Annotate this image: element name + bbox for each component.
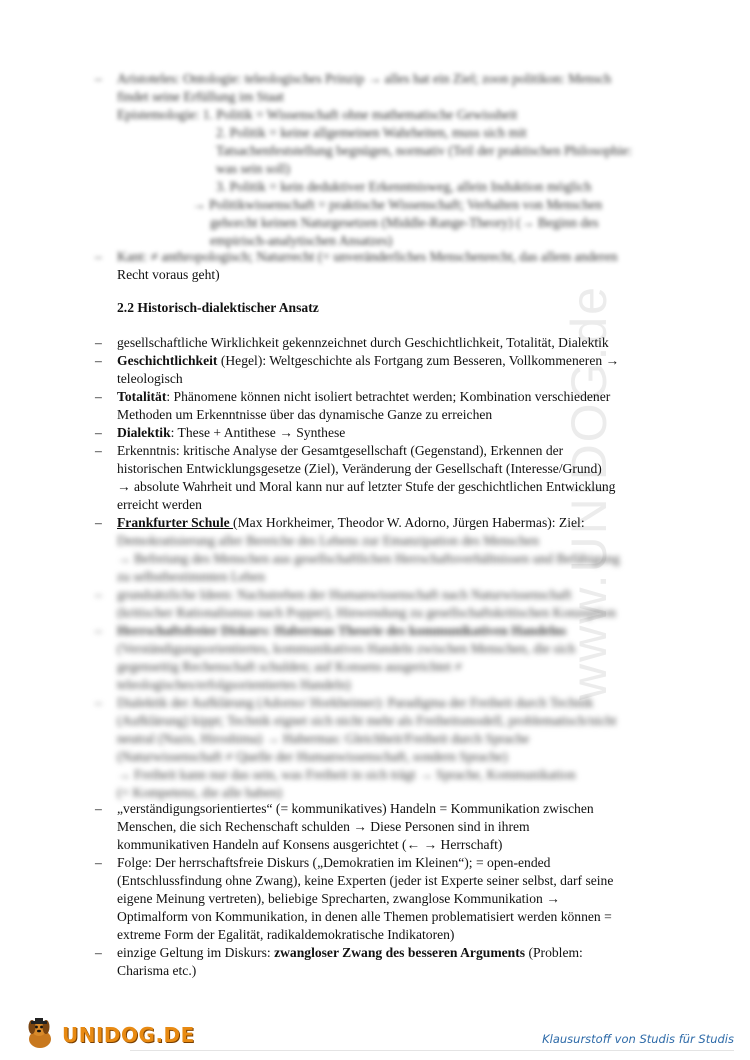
bullet-dash: – [95,515,102,530]
bullet-dash: – [95,71,102,86]
blurred-line: gehorcht keinen Naturgesetzen (Middle-Range-Theory) (→ Beginn des [210,215,599,230]
blurred-line: neutral (Nazis, Hiroshima) → Habermas: Gleichheit/Freiheit durch Sprache [117,731,530,746]
bullet-dash: – [95,587,102,602]
text-line [117,388,610,406]
text-line: historischen Entwicklungsgesetze (Ziel), Veränderung der Gesellschaft (Interesse/Grund) [117,461,602,476]
watermark: www.UNIDOG.de [561,285,617,700]
text-line [117,424,345,442]
logo-text: UNIDOG.DE [62,1023,195,1047]
text-line: gesellschaftliche Wirklichkeit gekennzeichnet durch Geschichtlichkeit, Totalität, Dialektik [117,335,609,350]
term-bold: Dialektik [117,425,171,440]
text-line [117,944,583,962]
bullet-dash: – [95,623,102,638]
blurred-line: Dialektik der Aufklärung (Adorno/ Horkheimer): Paradigma der Freiheit durch Technik [117,695,594,710]
text-line [117,352,619,370]
text-line: erreicht werden [117,497,202,512]
bullet-dash: – [95,425,102,440]
term-underlined: Frankfurter Schule [117,515,234,530]
text-span: (Hegel): Weltgeschichte als Fortgang zum Besseren, Vollkommeneren → [217,353,620,368]
term-bold: Geschichtlichkeit [117,353,218,368]
bullet-dash: – [95,335,102,350]
term-bold: Totalität [117,389,167,404]
section-heading: 2.2 Historisch-dialektischer Ansatz [117,300,319,315]
text-line: Charisma etc.) [117,963,197,978]
text-line: eigene Meinung vertreten), beliebige Sprecharten, zwanglose Kommunikation → [117,891,560,906]
bullet-dash: – [95,945,102,960]
blurred-line: (Verständigungsorientiertes, kommunikatives Handeln zwischen Menschen, die sich [117,641,576,656]
text-line: Methoden um Erkenntnisse über das dynamische Ganze zu erreichen [117,407,493,422]
bullet-dash: – [95,443,102,458]
footer-logo[interactable] [22,1015,195,1055]
text-line: teleologisch [117,371,183,386]
text-line: Folge: Der herrschaftsfreie Diskurs („Demokratien im Kleinen“); = open-ended [117,855,551,870]
bullet-dash: – [95,353,102,368]
blurred-line: teleologisches/erfolgsorientiertes Handeln) [117,677,351,692]
text-line: (Entschlussfindung ohne Zwang), keine Experten (jeder ist Experte seiner selbst, darf seine [117,873,614,888]
text-line: Erkenntnis: kritische Analyse der Gesamtgesellschaft (Gegenstand), Erkennen der [117,443,564,458]
text-span: : Phänomene können nicht isoliert betrachtet werden; Kombination verschiedener [166,389,611,404]
blurred-line: Herrschaftsfreier Diskurs: Habermas Theorie des kommunikativen Handelns [117,623,567,638]
blurred-line: → Freiheit kann nur das sein, was Freiheit in sich trägt → Sprache, Kommunikation [117,767,576,782]
text-span: einzige Geltung im Diskurs: [117,945,275,960]
term-bold: zwangloser Zwang des besseren Arguments [274,945,526,960]
text-line: „verständigungsorientiertes“ (= kommunikatives) Handeln = Kommunikation zwischen [117,801,594,816]
blurred-line: (Aufklärung) kippt; Technik eignet sich nicht mehr als Freiheitsmodell, problematisch/nicht [117,713,617,728]
blurred-line: gegenseitig Rechenschaft schulden; auf Konsens ausgerichtet ≠ [117,659,462,674]
blurred-line: Epistemologie: 1. Politik = Wissenschaft ohne mathematische Gewissheit [117,107,518,122]
footer-tagline: Klausurstoff von Studis für Studis [542,1032,734,1046]
blurred-line: Tatsachenfeststellung begnügen, normativ (Teil der praktischen Philosophie: [216,143,632,158]
text-line: Recht voraus geht) [117,267,220,282]
text-line: → absolute Wahrheit und Moral kann nur auf letzter Stufe der geschichtlichen Entwicklung [117,479,616,494]
blurred-line: (= Kompetenz, die alle haben) [117,785,283,800]
blurred-line: 2. Politik = keine allgemeinen Wahrheiten, muss sich mit [216,125,527,140]
text-line: extreme Form der Egalität, radikaldemokratische Indikatoren) [117,927,455,942]
blurred-line: → Politikwissenschaft = praktische Wissenschaft; Verhalten von Menschen [192,197,603,212]
text-span: (Max Horkheimer, Theodor W. Adorno, Jürgen Habermas): Ziel: [233,515,585,530]
blurred-line: Kant: ≠ anthropologisch; Naturrecht (= unveränderliches Menschenrecht, das allem anderen [117,249,618,264]
blurred-line: empirisch-analytischen Ansatzes) [210,233,393,248]
bullet-dash: – [95,249,102,264]
blurred-line: (kritischer Rationalismus nach Popper), Hinwendung zu gesellschaftskritischen Konzeption [117,605,617,620]
text-span: : These + Antithese → Synthese [170,425,346,440]
bullet-dash: – [95,801,102,816]
blurred-line: grundsätzliche Ideen: Nachstreben der Humanwissenschaft nach Naturwissenschaft [117,587,572,602]
text-line: Menschen, die sich Rechenschaft schulden → Diese Personen sind in ihrem [117,819,530,834]
bullet-dash: – [95,855,102,870]
blurred-line: findet seine Erfüllung im Staat [117,89,284,104]
text-span: (Problem: [525,945,583,960]
bullet-dash: – [95,389,102,404]
blurred-line: Demokratisierung aller Bereiche des Lebens zur Emanzipation des Menschen [117,533,540,548]
text-line: kommunikativen Handeln auf Konsens ausgerichtet (← → Herrschaft) [117,837,503,852]
blurred-line: was sein soll) [216,161,291,176]
text-line: Optimalform von Kommunikation, in denen alle Themen problematisiert werden können = [117,909,612,924]
dog-icon [22,1015,58,1056]
bullet-dash: – [95,695,102,710]
blurred-line: → Befreiung des Menschen aus gesellschaftlichen Herrschaftsverhältnissen und Befähigung [117,551,620,566]
blurred-line: zu selbstbestimmten Leben [117,569,265,584]
blurred-line: (Naturwissenschaft ≠ Quelle der Humanwissenschaft, sondern Sprache) [117,749,508,764]
blurred-line: Aristoteles: Ontologie: teleologisches Prinzip → alles hat ein Ziel; zoon politikon: Mensch [117,71,612,86]
text-line [117,514,585,532]
blurred-line: 3. Politik = kein deduktiver Erkenntnisweg, allein Induktion möglich [216,179,592,194]
footer-divider [130,1050,734,1051]
